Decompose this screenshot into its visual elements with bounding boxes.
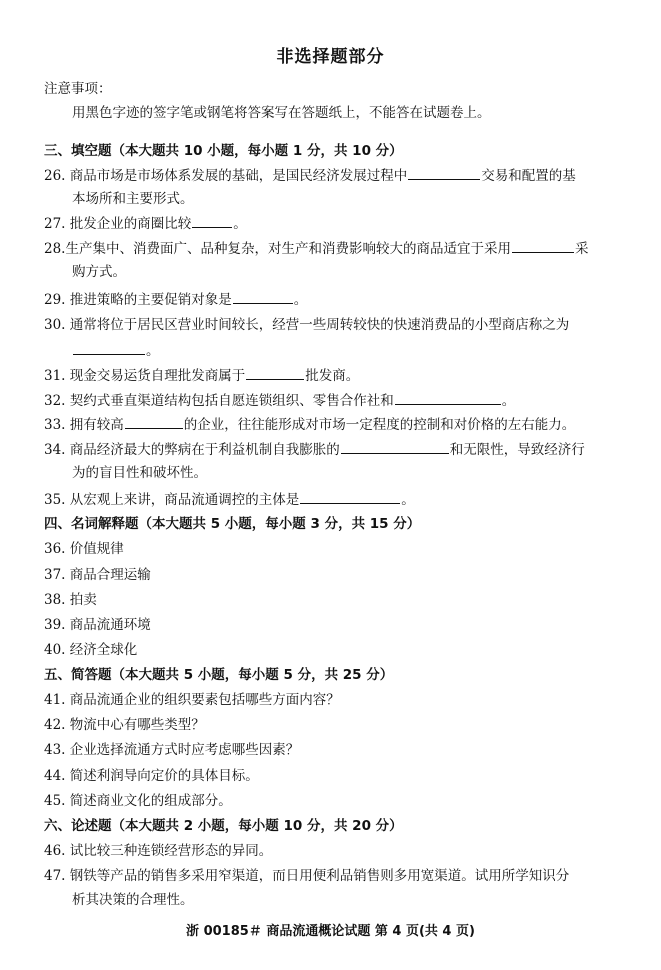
question-43 xyxy=(44,741,299,759)
answer-blank[interactable] xyxy=(395,391,501,405)
section-info: （本大题共 10 小题，每小题 1 分，共 10 分） xyxy=(111,143,403,159)
question-number: 34. xyxy=(44,442,66,458)
question-32 xyxy=(44,391,515,410)
question-28 xyxy=(44,239,588,258)
question-45 xyxy=(44,792,232,810)
question-46 xyxy=(44,842,272,860)
question-number: 40. xyxy=(44,642,66,658)
question-26-cont: 本场所和主要形式。 xyxy=(72,191,194,207)
question-text: 通常将位于居民区营业时间较长，经营一些周转较快的快速消费品的小型商店称之为 xyxy=(69,317,570,333)
question-34-cont: 为的盲目性和破坏性。 xyxy=(72,465,207,481)
question-text: 。 xyxy=(501,393,516,409)
question-28-cont: 购方式。 xyxy=(72,264,126,280)
question-text: 生产集中、消费面广、品种复杂，对生产和消费影响较大的商品适宜于采用 xyxy=(65,241,511,257)
notice-text: 用黑色字迹的签字笔或钢笔将答案写在答题纸上，不能答在试题卷上。 xyxy=(72,105,491,121)
page-footer: 浙 00185＃ 商品流通概论试题 第 4 页(共 4 页) xyxy=(186,924,475,939)
question-text: 简述商业文化的组成部分。 xyxy=(69,793,232,809)
answer-blank[interactable] xyxy=(73,341,145,355)
section-6-heading xyxy=(44,817,403,835)
question-number: 27. xyxy=(44,216,66,232)
question-text: 推进策略的主要促销对象是 xyxy=(69,292,232,308)
question-text: 交易和配置的基 xyxy=(481,168,576,184)
notice-heading: 注意事项： xyxy=(44,81,112,97)
question-text: 。 xyxy=(293,292,308,308)
question-33 xyxy=(44,415,575,434)
question-number: 44. xyxy=(44,768,66,784)
question-text: 试比较三种连锁经营形态的异同。 xyxy=(69,843,273,859)
question-text: 。 xyxy=(146,343,160,359)
question-text: 商品市场是市场体系发展的基础，是国民经济发展过程中 xyxy=(69,168,408,184)
question-number: 30. xyxy=(44,317,66,333)
section-info: （本大题共 5 小题，每小题 3 分，共 15 分） xyxy=(138,516,421,532)
answer-blank[interactable] xyxy=(125,415,183,429)
question-47-cont: 析其决策的合理性。 xyxy=(72,892,194,908)
question-number: 29. xyxy=(44,292,66,308)
question-text: 的企业，往往能形成对市场一定程度的控制和对价格的左右能力。 xyxy=(183,417,576,433)
question-text: 商品流通企业的组织要素包括哪些方面内容？ xyxy=(69,692,340,708)
question-text: 和无限性，导致经济行 xyxy=(449,442,585,458)
question-number: 32. xyxy=(44,393,66,409)
question-44 xyxy=(44,767,259,785)
question-text: 采 xyxy=(574,241,589,257)
question-text: 契约式垂直渠道结构包括自愿连锁组织、零售合作社和 xyxy=(69,393,394,409)
question-number: 28. xyxy=(44,241,66,257)
question-number: 47. xyxy=(44,868,66,884)
question-26 xyxy=(44,166,576,185)
question-text: 价值规律 xyxy=(69,541,124,557)
question-31 xyxy=(44,366,359,385)
question-text: 简述利润导向定价的具体目标。 xyxy=(69,768,259,784)
section-label: 三、填空题 xyxy=(44,143,112,159)
section-5-heading xyxy=(44,666,393,684)
question-number: 39. xyxy=(44,617,66,633)
question-text: 批发商。 xyxy=(305,368,360,384)
page-title: 非选择题部分 xyxy=(276,47,385,67)
section-3-heading xyxy=(44,142,403,160)
question-text: 从宏观上来讲，商品流通调控的主体是 xyxy=(69,492,300,508)
section-label: 五、简答题 xyxy=(44,667,112,683)
question-text: 企业选择流通方式时应考虑哪些因素？ xyxy=(69,742,300,758)
question-text: 。 xyxy=(401,492,415,508)
answer-blank[interactable] xyxy=(341,440,449,454)
question-text: 商品合理运输 xyxy=(69,567,151,583)
answer-blank[interactable] xyxy=(300,490,400,504)
question-42 xyxy=(44,716,205,734)
question-30 xyxy=(44,316,569,334)
question-47 xyxy=(44,867,569,885)
question-text: 物流中心有哪些类型？ xyxy=(69,717,205,733)
question-number: 43. xyxy=(44,742,66,758)
section-label: 四、名词解释题 xyxy=(44,516,139,532)
question-30-cont xyxy=(72,341,160,360)
section-info: （本大题共 5 小题，每小题 5 分，共 25 分） xyxy=(111,667,394,683)
answer-blank[interactable] xyxy=(246,366,304,380)
question-40 xyxy=(44,641,137,659)
question-37 xyxy=(44,566,151,584)
question-number: 33. xyxy=(44,417,66,433)
section-4-heading xyxy=(44,515,420,533)
question-34 xyxy=(44,440,585,459)
question-41 xyxy=(44,691,340,709)
answer-blank[interactable] xyxy=(408,166,480,180)
question-number: 38. xyxy=(44,592,66,608)
question-number: 26. xyxy=(44,168,66,184)
question-29 xyxy=(44,290,307,309)
question-number: 36. xyxy=(44,541,66,557)
question-text: 钢铁等产品的销售多采用窄渠道，而日用便利品销售则多用宽渠道。试用所学知识分 xyxy=(69,868,570,884)
question-text: 商品经济最大的弊病在于利益机制自我膨胀的 xyxy=(69,442,340,458)
answer-blank[interactable] xyxy=(512,239,574,253)
section-info: （本大题共 2 小题，每小题 10 分，共 20 分） xyxy=(111,818,403,834)
question-27 xyxy=(44,214,247,233)
question-number: 31. xyxy=(44,368,66,384)
question-38 xyxy=(44,591,97,609)
question-text: 拍卖 xyxy=(69,592,97,608)
question-text: 经济全球化 xyxy=(69,642,138,658)
question-36 xyxy=(44,540,124,558)
question-35 xyxy=(44,490,415,509)
question-text: 拥有较高 xyxy=(69,417,124,433)
question-text: 现金交易运货自理批发商属于 xyxy=(69,368,246,384)
question-number: 42. xyxy=(44,717,66,733)
section-label: 六、论述题 xyxy=(44,818,112,834)
answer-blank[interactable] xyxy=(233,290,293,304)
question-number: 37. xyxy=(44,567,66,583)
answer-blank[interactable] xyxy=(192,214,232,228)
question-text: 商品流通环境 xyxy=(69,617,151,633)
question-text: 批发企业的商圈比较 xyxy=(69,216,192,232)
question-number: 46. xyxy=(44,843,66,859)
question-text: 。 xyxy=(233,216,247,232)
question-39 xyxy=(44,616,151,634)
question-number: 41. xyxy=(44,692,66,708)
question-number: 35. xyxy=(44,492,66,508)
question-number: 45. xyxy=(44,793,66,809)
